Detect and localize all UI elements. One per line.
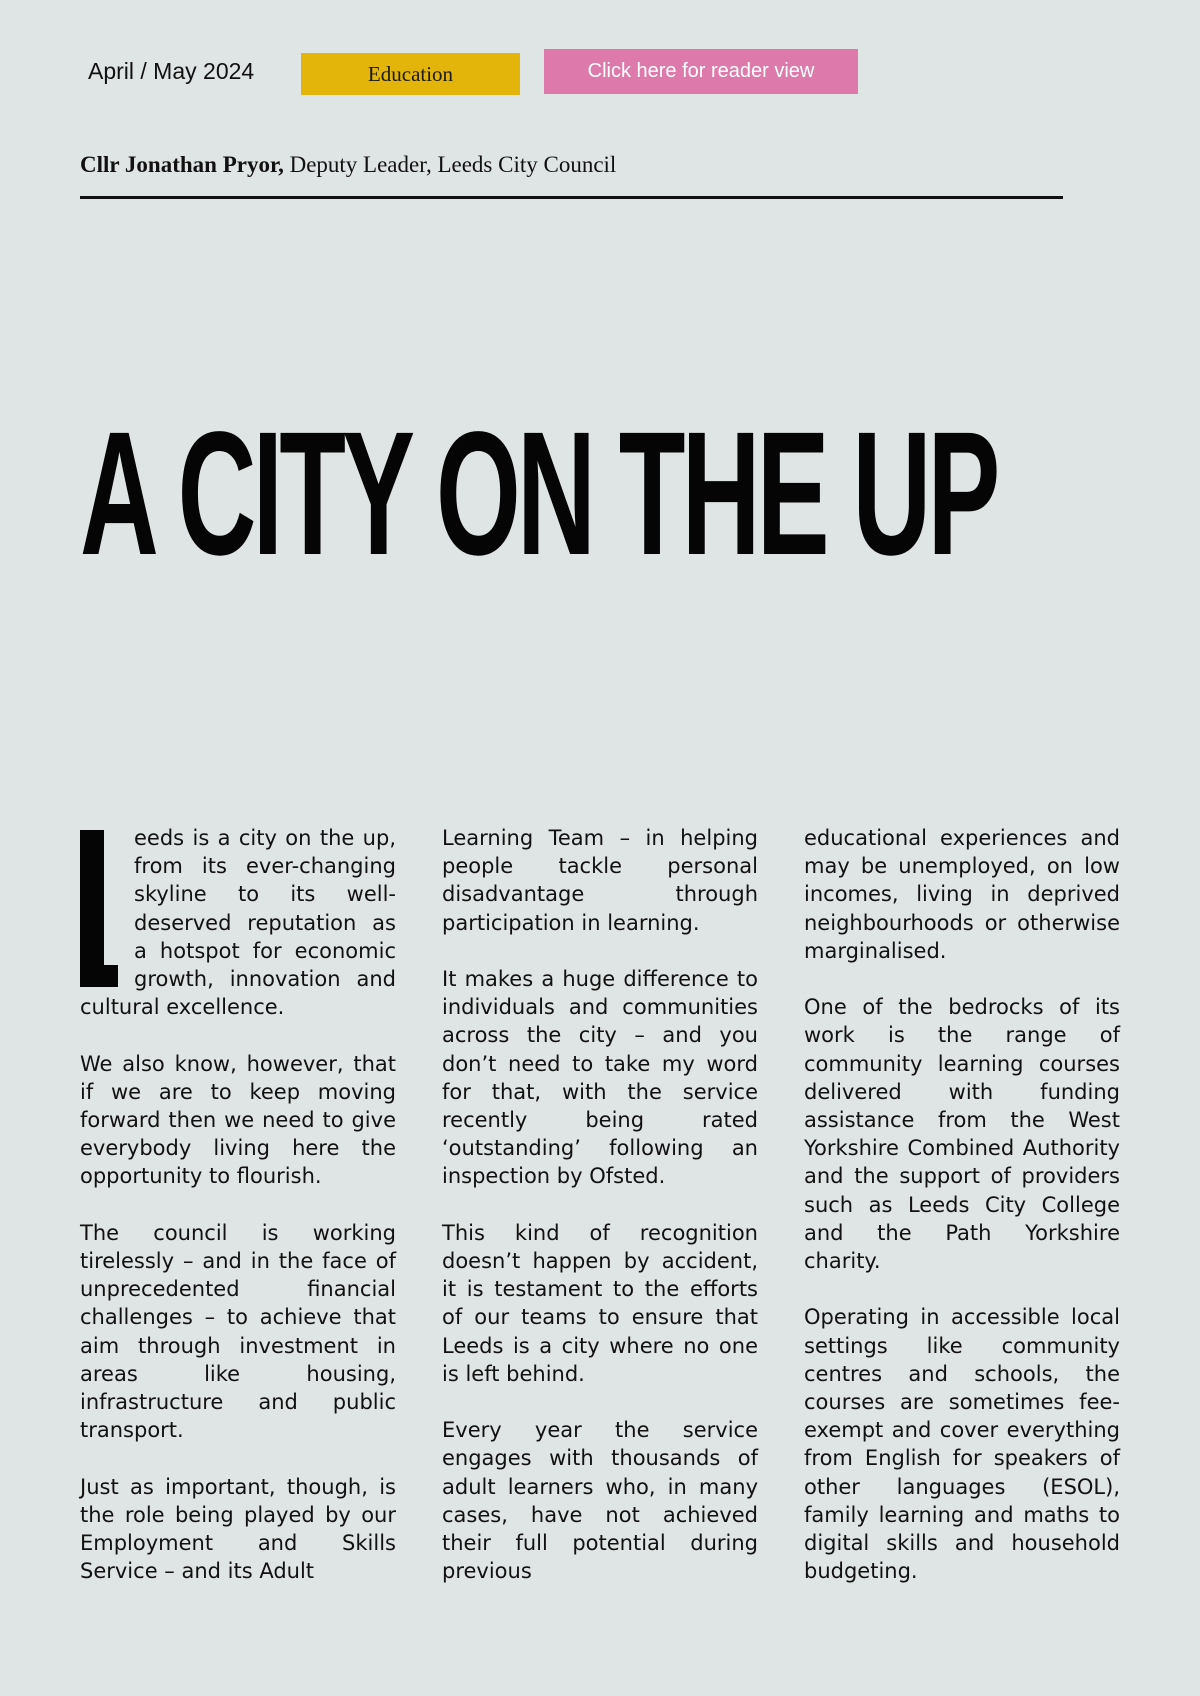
drop-cap-foot xyxy=(80,965,118,987)
drop-cap xyxy=(80,830,118,987)
author-role: Deputy Leader, Leeds City Council xyxy=(289,152,617,177)
paragraph: One of the bedrocks of its work is the range of community learning courses delivered with funding assistance from the West Yorkshire Combined Authority and the support of providers such as Leeds City College and the Path Yorkshire charity. xyxy=(804,995,1120,1274)
paragraph: We also know, however, that if we are to keep moving forward then we need to give everybody living here the opportunity to flourish. xyxy=(80,1051,396,1189)
paragraph: It makes a huge difference to individuals and communities across the city – and you don’t need to take my word for that, with the service recently being rated ‘outstanding’ following an inspection by Ofsted. xyxy=(442,967,758,1189)
article-column-3 xyxy=(804,824,1120,1614)
category-tag-education[interactable] xyxy=(301,53,520,95)
paragraph: Every year the service engages with thousands of adult learners who, in many cases, have not achieved their full potential during previous xyxy=(442,1418,758,1584)
byline xyxy=(80,152,616,178)
paragraph: educational experiences and may be unemployed, on low incomes, living in deprived neighbourhoods or otherwise marginalised. xyxy=(804,826,1120,963)
paragraph: Operating in accessible local settings like community centres and schools, the courses are sometimes fee-exempt and cover everything from English for speakers of other languages (ESOL), family learning and maths to digital skills and household budgeting. xyxy=(804,1305,1120,1584)
article-column-1 xyxy=(80,824,396,1614)
article-headline: A CITY ON THE UP xyxy=(80,396,997,592)
category-tag-label: Education xyxy=(367,61,454,86)
paragraph: Just as important, though, is the role being played by our Employment and Skills Service – and its Adult xyxy=(80,1474,396,1584)
paragraph: This kind of recognition doesn’t happen by accident, it is testament to the efforts of our teams to ensure that Leeds is a city where no one is left behind. xyxy=(442,1220,758,1386)
issue-date: April / May 2024 xyxy=(88,58,255,84)
paragraph: eeds is a city on the up, from its ever-changing skyline to its well-deserved reputation as a hotspot for economic growth, innovation and cultural excellence. xyxy=(80,826,396,1020)
article-column-2 xyxy=(442,824,758,1614)
paragraph: The council is working tirelessly – and in the face of unprecedented financial challenges – to achieve that aim through investment in areas like housing, infrastructure and public transport. xyxy=(80,1220,396,1443)
author-name: Cllr Jonathan Pryor, xyxy=(80,152,284,177)
header-divider xyxy=(80,196,1063,199)
paragraph: Learning Team – in helping people tackle personal disadvantage through participation in learning. xyxy=(442,826,758,935)
drop-cap-stem xyxy=(80,830,104,987)
reader-view-button-label: Click here for reader view xyxy=(587,60,815,82)
reader-view-button[interactable] xyxy=(544,49,858,94)
